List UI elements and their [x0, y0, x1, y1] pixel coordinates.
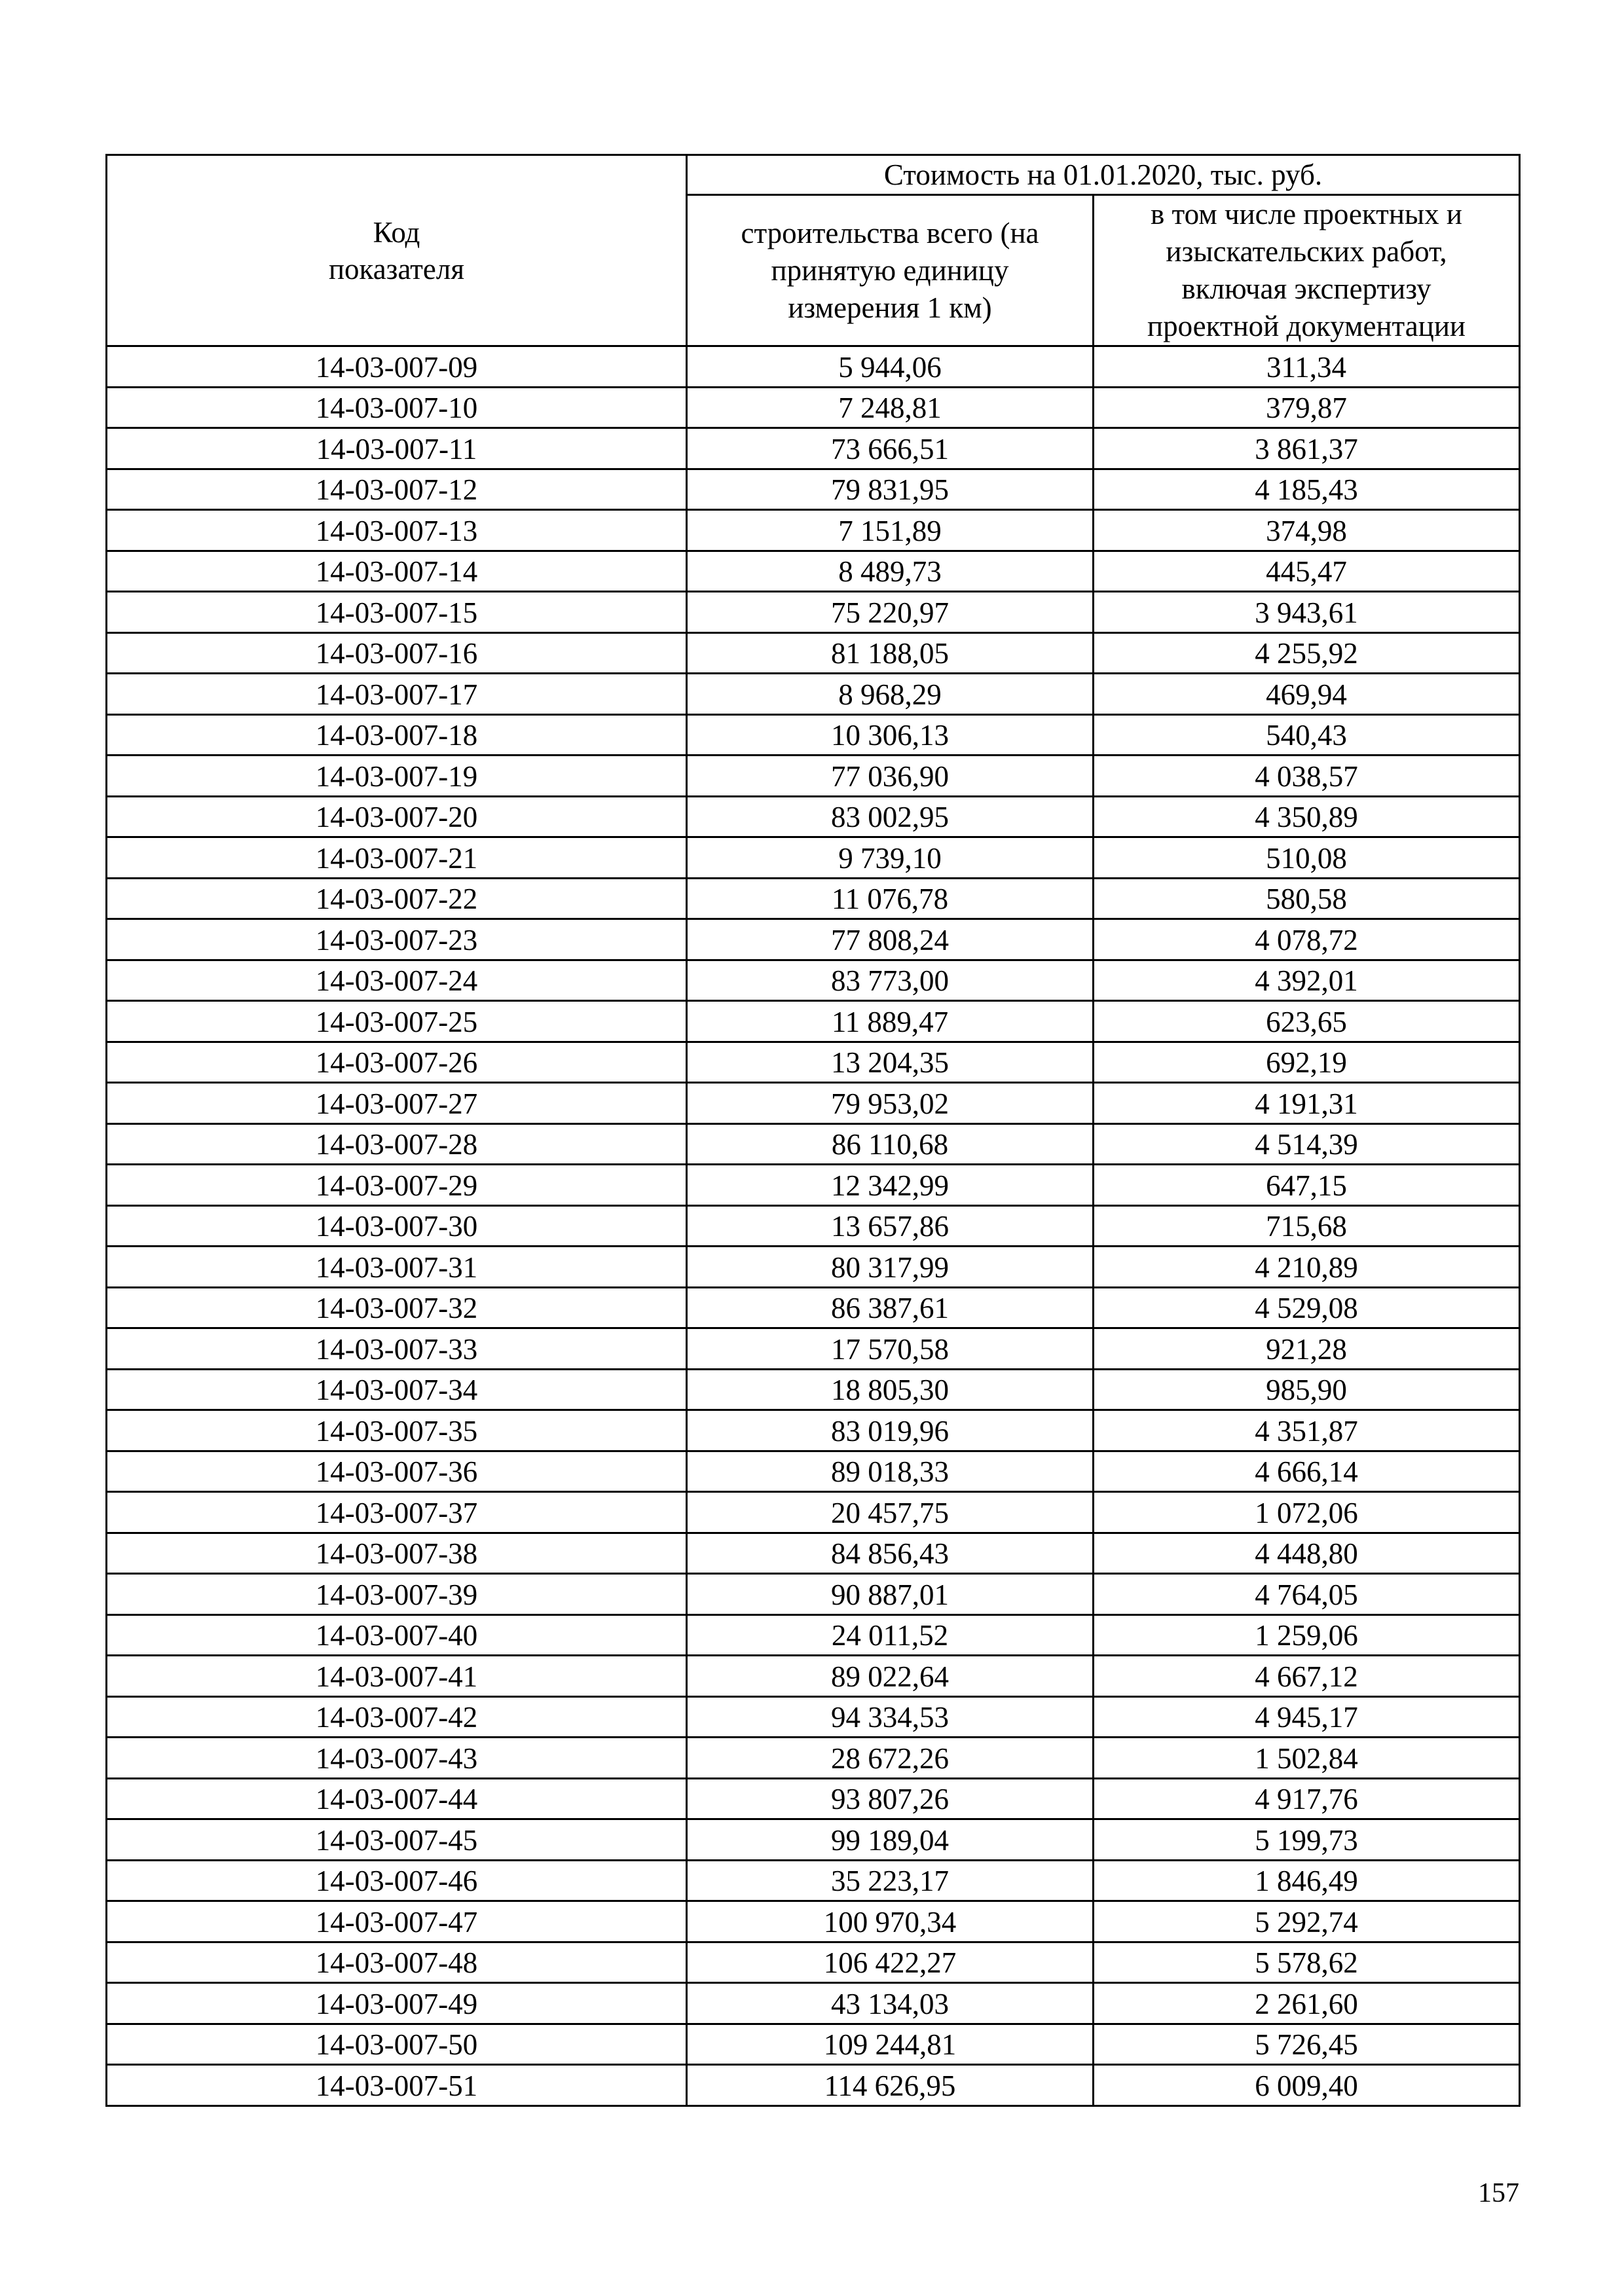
table-row	[107, 1328, 1520, 1370]
table-row	[107, 387, 1520, 428]
design-cost-cell: 6 009,40	[1094, 2065, 1520, 2106]
design-cost-cell: 469,94	[1094, 674, 1520, 715]
code-cell: 14-03-007-13	[107, 510, 687, 551]
design-cost-cell: 1 846,49	[1094, 1860, 1520, 1901]
total-cost-cell: 9 739,10	[687, 837, 1094, 879]
table-row	[107, 1247, 1520, 1288]
table-row	[107, 2024, 1520, 2065]
total-cost-cell: 89 018,33	[687, 1451, 1094, 1492]
table-header	[107, 155, 1520, 346]
total-cost-cell: 73 666,51	[687, 428, 1094, 469]
code-column-header: Код показателя	[107, 155, 687, 346]
table-row	[107, 878, 1520, 919]
design-cost-cell: 5 292,74	[1094, 1901, 1520, 1942]
code-cell: 14-03-007-47	[107, 1901, 687, 1942]
table-row	[107, 1942, 1520, 1983]
code-cell: 14-03-007-51	[107, 2065, 687, 2106]
design-cost-cell: 623,65	[1094, 1001, 1520, 1042]
table-row	[107, 510, 1520, 551]
design-cost-cell: 311,34	[1094, 346, 1520, 388]
design-cost-cell: 5 578,62	[1094, 1942, 1520, 1983]
table-row	[107, 1901, 1520, 1942]
table-row	[107, 1165, 1520, 1206]
code-cell: 14-03-007-20	[107, 796, 687, 837]
code-cell: 14-03-007-19	[107, 756, 687, 797]
total-cost-cell: 13 204,35	[687, 1042, 1094, 1083]
design-cost-cell: 4 945,17	[1094, 1696, 1520, 1738]
code-cell: 14-03-007-40	[107, 1614, 687, 1656]
code-cell: 14-03-007-50	[107, 2024, 687, 2065]
code-cell: 14-03-007-10	[107, 387, 687, 428]
design-cost-cell: 985,90	[1094, 1369, 1520, 1410]
table-row	[107, 1123, 1520, 1165]
total-cost-cell: 43 134,03	[687, 1983, 1094, 2024]
design-cost-cell: 374,98	[1094, 510, 1520, 551]
table-row	[107, 1451, 1520, 1492]
table-row	[107, 1656, 1520, 1697]
table-row	[107, 1533, 1520, 1574]
code-cell: 14-03-007-18	[107, 714, 687, 756]
design-cost-cell: 580,58	[1094, 878, 1520, 919]
design-cost-cell: 4 448,80	[1094, 1533, 1520, 1574]
code-cell: 14-03-007-21	[107, 837, 687, 879]
table-row	[107, 1492, 1520, 1533]
table-row	[107, 1696, 1520, 1738]
total-cost-cell: 77 808,24	[687, 919, 1094, 960]
total-cost-cell: 94 334,53	[687, 1696, 1094, 1738]
design-cost-cell: 4 917,76	[1094, 1778, 1520, 1819]
total-cost-cell: 75 220,97	[687, 592, 1094, 633]
table-row	[107, 674, 1520, 715]
total-cost-cell: 77 036,90	[687, 756, 1094, 797]
code-cell: 14-03-007-37	[107, 1492, 687, 1533]
table-row	[107, 632, 1520, 674]
table-row	[107, 2065, 1520, 2106]
page-number: 157	[1478, 2178, 1519, 2208]
code-cell: 14-03-007-41	[107, 1656, 687, 1697]
total-cost-cell: 86 110,68	[687, 1123, 1094, 1165]
design-cost-cell: 510,08	[1094, 837, 1520, 879]
total-cost-cell: 79 953,02	[687, 1083, 1094, 1124]
design-cost-cell: 4 392,01	[1094, 960, 1520, 1001]
table-row	[107, 756, 1520, 797]
design-cost-cell: 4 351,87	[1094, 1410, 1520, 1451]
code-cell: 14-03-007-33	[107, 1328, 687, 1370]
table-row	[107, 1042, 1520, 1083]
table-row	[107, 469, 1520, 510]
total-cost-cell: 99 189,04	[687, 1819, 1094, 1861]
code-cell: 14-03-007-30	[107, 1205, 687, 1247]
code-cell: 14-03-007-42	[107, 1696, 687, 1738]
design-column-header: в том числе проектных и изыскательских работ, включая экспертизу проектной документации	[1094, 195, 1520, 346]
design-cost-cell: 921,28	[1094, 1328, 1520, 1370]
table-row	[107, 1410, 1520, 1451]
table-body	[107, 346, 1520, 2106]
header-row-top	[107, 155, 1520, 195]
table-row	[107, 960, 1520, 1001]
design-cost-cell: 4 350,89	[1094, 796, 1520, 837]
table-row	[107, 1738, 1520, 1779]
table-row	[107, 1287, 1520, 1328]
table-row	[107, 1083, 1520, 1124]
design-cost-cell: 4 210,89	[1094, 1247, 1520, 1288]
code-cell: 14-03-007-48	[107, 1942, 687, 1983]
total-cost-cell: 79 831,95	[687, 469, 1094, 510]
code-cell: 14-03-007-49	[107, 1983, 687, 2024]
design-cost-cell: 4 764,05	[1094, 1574, 1520, 1615]
total-cost-cell: 81 188,05	[687, 632, 1094, 674]
total-cost-cell: 7 248,81	[687, 387, 1094, 428]
code-cell: 14-03-007-38	[107, 1533, 687, 1574]
table-row	[107, 428, 1520, 469]
design-cost-cell: 3 861,37	[1094, 428, 1520, 469]
total-cost-cell: 86 387,61	[687, 1287, 1094, 1328]
table-row	[107, 1614, 1520, 1656]
total-cost-cell: 109 244,81	[687, 2024, 1094, 2065]
design-cost-cell: 540,43	[1094, 714, 1520, 756]
total-cost-cell: 100 970,34	[687, 1901, 1094, 1942]
table-row	[107, 1369, 1520, 1410]
design-cost-cell: 4 255,92	[1094, 632, 1520, 674]
total-cost-cell: 83 002,95	[687, 796, 1094, 837]
total-cost-cell: 10 306,13	[687, 714, 1094, 756]
code-cell: 14-03-007-24	[107, 960, 687, 1001]
total-cost-cell: 8 489,73	[687, 551, 1094, 592]
code-cell: 14-03-007-36	[107, 1451, 687, 1492]
total-cost-cell: 8 968,29	[687, 674, 1094, 715]
design-cost-cell: 5 726,45	[1094, 2024, 1520, 2065]
code-cell: 14-03-007-35	[107, 1410, 687, 1451]
code-cell: 14-03-007-12	[107, 469, 687, 510]
table-row	[107, 714, 1520, 756]
table-row	[107, 1860, 1520, 1901]
table-row	[107, 551, 1520, 592]
design-cost-cell: 3 943,61	[1094, 592, 1520, 633]
code-cell: 14-03-007-26	[107, 1042, 687, 1083]
design-cost-cell: 1 502,84	[1094, 1738, 1520, 1779]
code-cell: 14-03-007-17	[107, 674, 687, 715]
total-cost-cell: 114 626,95	[687, 2065, 1094, 2106]
total-cost-cell: 7 151,89	[687, 510, 1094, 551]
table-row	[107, 837, 1520, 879]
code-cell: 14-03-007-22	[107, 878, 687, 919]
total-cost-cell: 18 805,30	[687, 1369, 1094, 1410]
code-cell: 14-03-007-44	[107, 1778, 687, 1819]
total-cost-cell: 13 657,86	[687, 1205, 1094, 1247]
total-cost-cell: 35 223,17	[687, 1860, 1094, 1901]
code-cell: 14-03-007-29	[107, 1165, 687, 1206]
code-cell: 14-03-007-09	[107, 346, 687, 388]
code-cell: 14-03-007-28	[107, 1123, 687, 1165]
total-cost-cell: 11 076,78	[687, 878, 1094, 919]
total-cost-cell: 106 422,27	[687, 1942, 1094, 1983]
design-cost-cell: 4 667,12	[1094, 1656, 1520, 1697]
design-cost-cell: 4 078,72	[1094, 919, 1520, 960]
code-cell: 14-03-007-39	[107, 1574, 687, 1615]
code-cell: 14-03-007-32	[107, 1287, 687, 1328]
table-row	[107, 1574, 1520, 1615]
design-cost-cell: 379,87	[1094, 387, 1520, 428]
design-cost-cell: 692,19	[1094, 1042, 1520, 1083]
cost-table	[105, 154, 1521, 2107]
design-cost-cell: 647,15	[1094, 1165, 1520, 1206]
design-cost-cell: 4 529,08	[1094, 1287, 1520, 1328]
code-cell: 14-03-007-43	[107, 1738, 687, 1779]
total-column-header: строительства всего (на принятую единицу измерения 1 км)	[687, 195, 1094, 346]
total-cost-cell: 80 317,99	[687, 1247, 1094, 1288]
design-cost-cell: 5 199,73	[1094, 1819, 1520, 1861]
design-cost-cell: 4 514,39	[1094, 1123, 1520, 1165]
total-cost-cell: 20 457,75	[687, 1492, 1094, 1533]
total-cost-cell: 5 944,06	[687, 346, 1094, 388]
design-cost-cell: 4 666,14	[1094, 1451, 1520, 1492]
code-cell: 14-03-007-25	[107, 1001, 687, 1042]
code-cell: 14-03-007-11	[107, 428, 687, 469]
total-cost-cell: 84 856,43	[687, 1533, 1094, 1574]
table-row	[107, 1205, 1520, 1247]
code-cell: 14-03-007-14	[107, 551, 687, 592]
total-cost-cell: 89 022,64	[687, 1656, 1094, 1697]
design-cost-cell: 2 261,60	[1094, 1983, 1520, 2024]
total-cost-cell: 90 887,01	[687, 1574, 1094, 1615]
design-cost-cell: 4 185,43	[1094, 469, 1520, 510]
total-cost-cell: 11 889,47	[687, 1001, 1094, 1042]
total-cost-cell: 93 807,26	[687, 1778, 1094, 1819]
code-cell: 14-03-007-45	[107, 1819, 687, 1861]
code-cell: 14-03-007-15	[107, 592, 687, 633]
table-row	[107, 346, 1520, 388]
table-row	[107, 919, 1520, 960]
design-cost-cell: 1 072,06	[1094, 1492, 1520, 1533]
total-cost-cell: 28 672,26	[687, 1738, 1094, 1779]
total-cost-cell: 83 019,96	[687, 1410, 1094, 1451]
table-row	[107, 1001, 1520, 1042]
code-cell: 14-03-007-46	[107, 1860, 687, 1901]
cost-group-header: Стоимость на 01.01.2020, тыс. руб.	[687, 155, 1520, 195]
code-cell: 14-03-007-23	[107, 919, 687, 960]
table-row	[107, 592, 1520, 633]
design-cost-cell: 715,68	[1094, 1205, 1520, 1247]
total-cost-cell: 17 570,58	[687, 1328, 1094, 1370]
design-cost-cell: 445,47	[1094, 551, 1520, 592]
table-row	[107, 1778, 1520, 1819]
code-cell: 14-03-007-31	[107, 1247, 687, 1288]
code-cell: 14-03-007-16	[107, 632, 687, 674]
design-cost-cell: 4 038,57	[1094, 756, 1520, 797]
code-cell: 14-03-007-34	[107, 1369, 687, 1410]
table-row	[107, 1819, 1520, 1861]
total-cost-cell: 83 773,00	[687, 960, 1094, 1001]
design-cost-cell: 4 191,31	[1094, 1083, 1520, 1124]
table-row	[107, 1983, 1520, 2024]
table-row	[107, 796, 1520, 837]
design-cost-cell: 1 259,06	[1094, 1614, 1520, 1656]
total-cost-cell: 24 011,52	[687, 1614, 1094, 1656]
total-cost-cell: 12 342,99	[687, 1165, 1094, 1206]
code-cell: 14-03-007-27	[107, 1083, 687, 1124]
